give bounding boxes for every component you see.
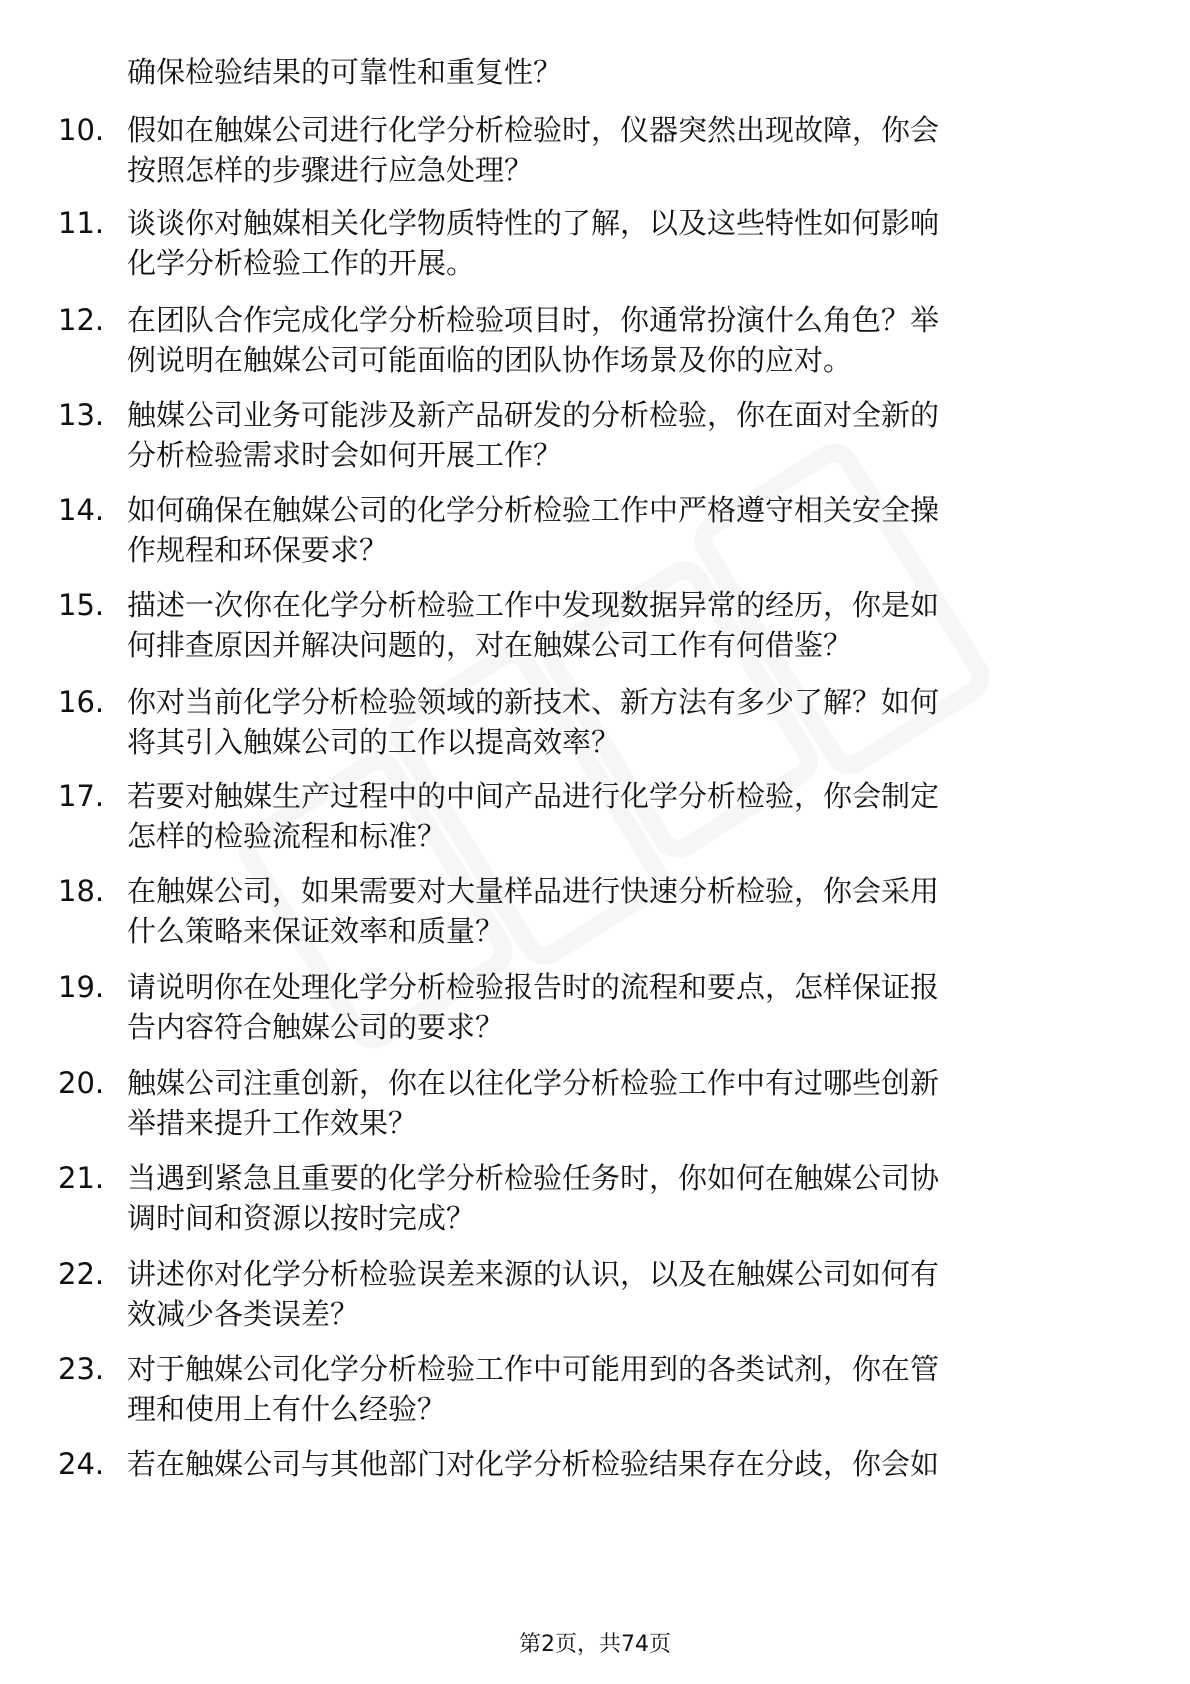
question-text-line: 按照怎样的步骤进行应急处理？ [127,153,534,187]
question-text-line: 调时间和资源以按时完成？ [127,1201,476,1235]
question-number: 22. [58,1257,105,1291]
question-number: 21. [58,1161,105,1195]
question-text-line: 对于触媒公司化学分析检验工作中可能用到的各类试剂，你在管 [127,1352,940,1386]
question-text-line: 若要对触媒生产过程中的中间产品进行化学分析检验，你会制定 [127,779,940,813]
question-text-line: 化学分析检验工作的开展。 [127,246,476,280]
question-text-line: 请说明你在处理化学分析检验报告时的流程和要点，怎样保证报 [127,970,940,1004]
question-text-line: 触媒公司业务可能涉及新产品研发的分析检验，你在面对全新的 [127,398,940,432]
question-text-line: 效减少各类误差？ [127,1297,360,1331]
question-text-line: 何排查原因并解决问题的，对在触媒公司工作有何借鉴？ [127,628,853,662]
question-number: 23. [58,1352,105,1386]
question-number: 15. [58,588,105,622]
question-text-line: 若在触媒公司与其他部门对化学分析检验结果存在分歧，你会如 [127,1447,940,1481]
question-number: 18. [58,874,105,908]
question-text-line: 分析检验需求时会如何开展工作？ [127,438,563,472]
question-text-line: 触媒公司注重创新，你在以往化学分析检验工作中有过哪些创新 [127,1066,940,1100]
question-text-line: 描述一次你在化学分析检验工作中发现数据异常的经历，你是如 [127,588,940,622]
question-text-line: 在团队合作完成化学分析检验项目时，你通常扮演什么角色？举 [127,303,940,337]
question-number: 11. [58,206,105,240]
question-text-line: 如何确保在触媒公司的化学分析检验工作中严格遵守相关安全操 [127,493,940,527]
question-text-line: 你对当前化学分析检验领域的新技术、新方法有多少了解？如何 [127,685,940,719]
question-number: 14. [58,493,105,527]
question-number: 12. [58,303,105,337]
question-number: 17. [58,779,105,813]
question-continuation: 确保检验结果的可靠性和重复性？ [127,55,563,89]
question-number: 24. [58,1447,105,1481]
question-number: 16. [58,685,105,719]
question-text-line: 在触媒公司，如果需要对大量样品进行快速分析检验，你会采用 [127,874,940,908]
question-text-line: 作规程和环保要求？ [127,533,389,567]
page-number-footer: 第2页，共74页 [519,1632,671,1657]
question-text-line: 谈谈你对触媒相关化学物质特性的了解，以及这些特性如何影响 [127,206,940,240]
question-text-line: 什么策略来保证效率和质量？ [127,914,505,948]
question-text-line: 假如在触媒公司进行化学分析检验时，仪器突然出现故障，你会 [127,113,940,147]
question-text-line: 理和使用上有什么经验？ [127,1392,447,1426]
question-number: 19. [58,970,105,1004]
question-text-line: 例说明在触媒公司可能面临的团队协作场景及你的应对。 [127,343,853,377]
question-text-line: 怎样的检验流程和标准？ [127,819,447,853]
question-text-line: 举措来提升工作效果？ [127,1106,418,1140]
question-text-line: 当遇到紧急且重要的化学分析检验任务时，你如何在触媒公司协 [127,1161,940,1195]
question-number: 13. [58,398,105,432]
question-number: 20. [58,1066,105,1100]
question-text-line: 将其引入触媒公司的工作以提高效率？ [127,725,621,759]
question-text-line: 告内容符合触媒公司的要求？ [127,1010,505,1044]
question-text-line: 讲述你对化学分析检验误差来源的认识，以及在触媒公司如何有 [127,1257,940,1291]
question-number: 10. [58,113,105,147]
